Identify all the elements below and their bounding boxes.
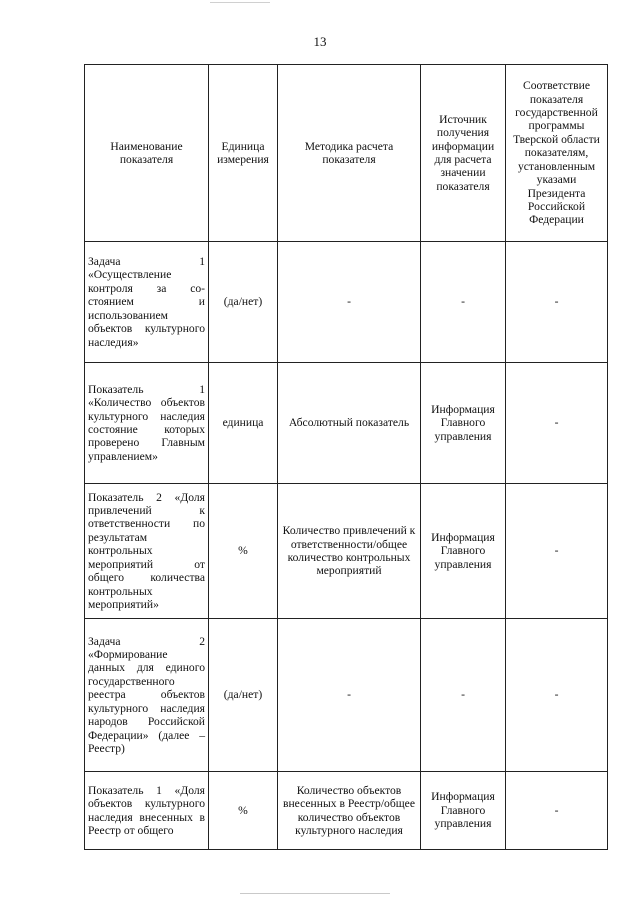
table-header-row xyxy=(85,65,608,242)
row-indicator-name: Задача 1 «Осуществление контроля за со-стоянием и использованием объектов культурного наследия» xyxy=(85,242,209,363)
row-source: Информация Главного управления xyxy=(421,484,506,619)
header-unit: Единица измерения xyxy=(209,65,278,242)
row-unit: (да/нет) xyxy=(209,242,278,363)
row-source: Информация Главного управления xyxy=(421,772,506,850)
row-method: Количество объектов внесенных в Реестр/общее количество объектов культурного наследия xyxy=(278,772,421,850)
row-unit: (да/нет) xyxy=(209,619,278,772)
row-decree-match: - xyxy=(506,772,608,850)
header-presidential-decree-match: Соответствие показателя государственной программы Тверской области показателям, установленным указами Президента Российской Федерации xyxy=(506,65,608,242)
scan-artifact-bottom xyxy=(240,893,390,894)
row-indicator-name: Показатель 2 «Доля привлечений к ответственности по результатам контрольных мероприятий от общего количества контрольных мероприятий» xyxy=(85,484,209,619)
row-method: - xyxy=(278,619,421,772)
row-method: - xyxy=(278,242,421,363)
row-unit: единица xyxy=(209,363,278,484)
row-indicator-name: Показатель 1 «Доля объектов культурного наследия внесенных в Реестр от общего xyxy=(85,772,209,850)
row-indicator-name: Показатель 1 «Количество объектов культурного наследия состояние которых проверено Главным управлением» xyxy=(85,363,209,484)
table-row xyxy=(85,363,608,484)
row-decree-match: - xyxy=(506,619,608,772)
table-row xyxy=(85,242,608,363)
row-decree-match: - xyxy=(506,242,608,363)
row-unit: % xyxy=(209,772,278,850)
row-decree-match: - xyxy=(506,484,608,619)
table-row xyxy=(85,484,608,619)
row-decree-match: - xyxy=(506,363,608,484)
header-information-source: Источник получения информации для расчета значении показателя xyxy=(421,65,506,242)
row-method: Количество привлечений к ответственности/общее количество контрольных мероприятий xyxy=(278,484,421,619)
row-source: - xyxy=(421,242,506,363)
scan-artifact-top xyxy=(210,2,270,3)
row-source: - xyxy=(421,619,506,772)
row-indicator-name: Задача 2 «Формирование данных для единого государственного реестра объектов культурного наследия народов Российской Федерации» (далее – Реестр) xyxy=(85,619,209,772)
indicators-table xyxy=(84,64,608,850)
row-method: Абсолютный показатель xyxy=(278,363,421,484)
row-source: Информация Главного управления xyxy=(421,363,506,484)
row-unit: % xyxy=(209,484,278,619)
header-indicator-name: Наименование показателя xyxy=(85,65,209,242)
table-row xyxy=(85,772,608,850)
header-calculation-method: Методика расчета показателя xyxy=(278,65,421,242)
table-row xyxy=(85,619,608,772)
page-number: 13 xyxy=(313,34,327,49)
